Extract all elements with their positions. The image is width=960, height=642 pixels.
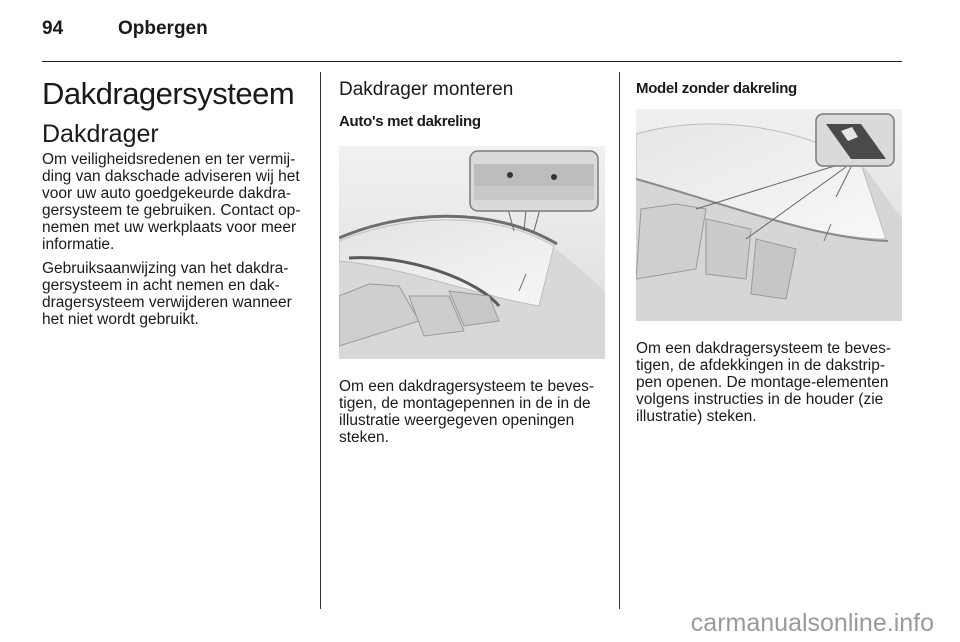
paragraph: Om een dakdragersysteem te bevestigen, de afdekkingen in de dakstrippen openen. De montage-elementen volgens instructies in de houder (zie illustratie) steken. <box>636 340 892 425</box>
column-1 <box>42 62 306 335</box>
paragraph: Om een dakdragersysteem te bevestigen, de montagepennen in de in de illustratie weergegeven openingen steken. <box>339 378 595 446</box>
paragraph: Om veiligheidsredenen en ter vermijding van dakschade adviseren wij het voor uw auto goedgekeurde dakdragersysteem te gebruiken. Contact opnemen met uw werkplaats voor meer informatie. <box>42 151 301 253</box>
column-divider <box>619 72 620 609</box>
subsection-title: Dakdrager <box>42 120 159 148</box>
page-number: 94 <box>42 18 64 39</box>
caption-heading: Model zonder dakreling <box>636 80 797 97</box>
chapter-title: Opbergen <box>118 18 208 39</box>
caption-heading: Auto's met dakreling <box>339 113 481 130</box>
column-2 <box>339 62 605 453</box>
car-roof-rail-icon <box>339 146 605 359</box>
paragraph: Gebruiksaanwijzing van het dakdragersysteem in acht nemen en dakdragersysteem verwijderen wanneer het niet wordt gebruikt. <box>42 260 292 328</box>
column-title: Dakdrager monteren <box>339 79 514 100</box>
watermark: carmanualsonline.info <box>690 609 934 637</box>
car-roof-strip-icon <box>636 109 902 321</box>
column-divider <box>320 72 321 609</box>
section-title: Dakdragersysteem <box>42 76 295 111</box>
car-roof-strip-illustration <box>636 109 902 321</box>
column-3 <box>636 62 902 432</box>
car-roof-rail-illustration <box>339 146 605 359</box>
